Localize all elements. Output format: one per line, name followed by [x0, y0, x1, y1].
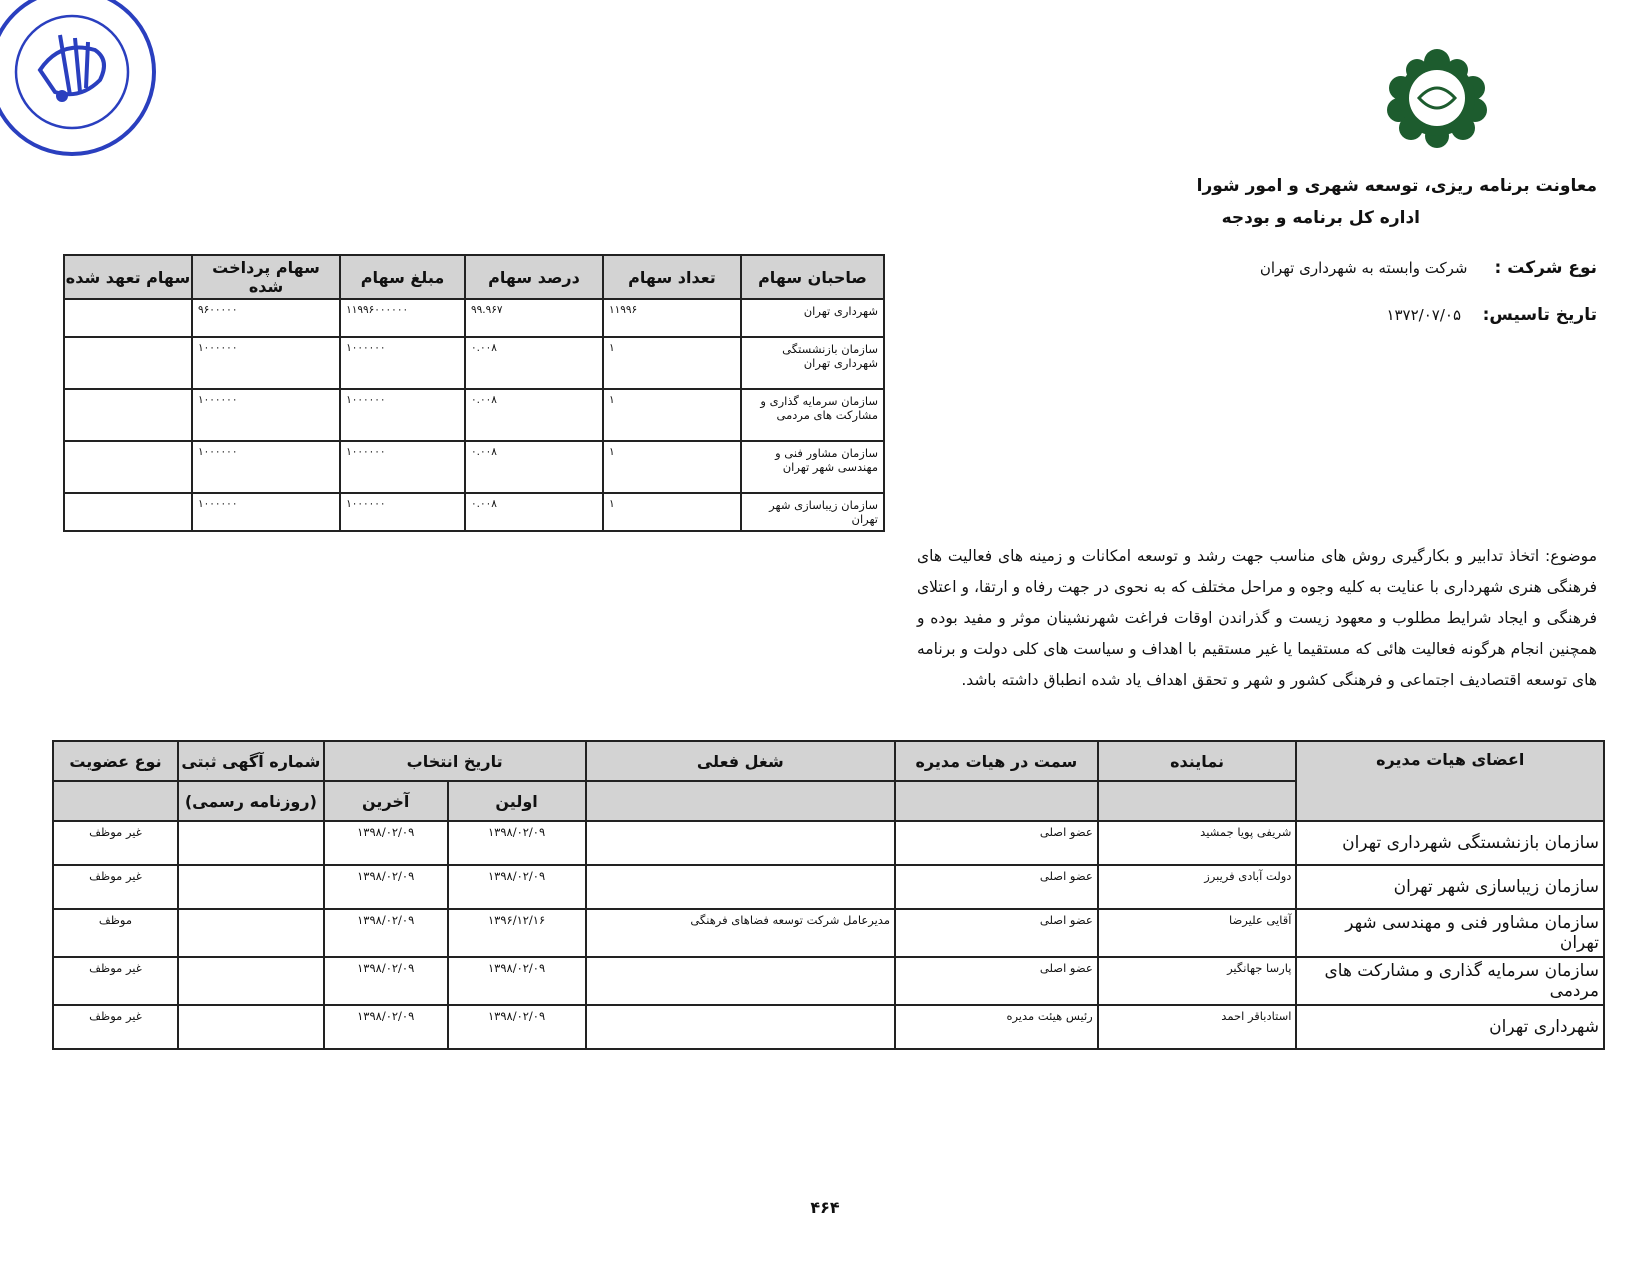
first-date-cell: ۱۳۹۸/۰۲/۰۹ — [448, 865, 586, 909]
count-cell: ۱ — [603, 389, 741, 441]
member-cell: سازمان سرمایه گذاری و مشارکت های مردمی — [1296, 957, 1604, 1005]
percent-cell: ۰.۰۰۸ — [465, 337, 603, 389]
amount-cell: ۱۱۹۹۶۰۰۰۰۰۰ — [340, 299, 465, 337]
col-rep: نماینده — [1098, 741, 1297, 781]
col-member: اعضای هیات مدیره — [1296, 741, 1604, 821]
last-date-cell: ۱۳۹۸/۰۲/۰۹ — [324, 1005, 448, 1049]
table-row — [64, 441, 884, 493]
percent-cell: ۰.۰۰۸ — [465, 493, 603, 531]
founded-date-value: ۱۳۷۲/۰۷/۰۵ — [1386, 306, 1461, 324]
paid-cell: ۱۰۰۰۰۰۰ — [192, 389, 340, 441]
shareholders-table — [63, 254, 885, 532]
count-cell: ۱ — [603, 441, 741, 493]
col-amount: مبلغ سهام — [340, 255, 465, 299]
last-date-cell: ۱۳۹۸/۰۲/۰۹ — [324, 909, 448, 957]
type-cell: غیر موظف — [53, 957, 178, 1005]
col-committed: سهام تعهد شده — [64, 255, 192, 299]
job-cell: مدیرعامل شرکت توسعه فضاهای فرهنگی — [586, 909, 896, 957]
table-row — [64, 337, 884, 389]
owner-cell: سازمان مشاور فنی و مهندسی شهر تهران — [741, 441, 884, 493]
last-date-cell: ۱۳۹۸/۰۲/۰۹ — [324, 821, 448, 865]
col-notice-sub: (روزنامه رسمی) — [178, 781, 324, 821]
table-row — [53, 1005, 1604, 1049]
col-rep-sub — [1098, 781, 1297, 821]
col-job-sub — [586, 781, 896, 821]
col-type-sub — [53, 781, 178, 821]
notice-cell — [178, 821, 324, 865]
owner-cell: سازمان سرمایه گذاری و مشارکت های مردمی — [741, 389, 884, 441]
col-first: اولین — [448, 781, 586, 821]
table-row — [53, 865, 1604, 909]
rep-cell: شریفی پویا جمشید — [1098, 821, 1297, 865]
count-cell: ۱ — [603, 493, 741, 531]
percent-cell: ۰.۰۰۸ — [465, 389, 603, 441]
type-cell: غیر موظف — [53, 821, 178, 865]
founded-date — [1386, 305, 1597, 325]
last-date-cell: ۱۳۹۸/۰۲/۰۹ — [324, 957, 448, 1005]
notice-cell — [178, 865, 324, 909]
type-cell: موظف — [53, 909, 178, 957]
council-stamp — [0, 0, 160, 160]
founded-date-label: تاریخ تاسیس: — [1482, 305, 1597, 325]
job-cell — [586, 821, 896, 865]
first-date-cell: ۱۳۹۸/۰۲/۰۹ — [448, 1005, 586, 1049]
position-cell: عضو اصلی — [895, 957, 1098, 1005]
page-number: ۴۶۴ — [810, 1198, 840, 1217]
col-paid: سهام پرداخت شده — [192, 255, 340, 299]
col-notice: شماره آگهی ثبتی — [178, 741, 324, 781]
notice-cell — [178, 957, 324, 1005]
paid-cell: ۱۰۰۰۰۰۰ — [192, 493, 340, 531]
header-line-1: معاونت برنامه ریزی، توسعه شهری و امور شورا — [1196, 176, 1597, 196]
paid-cell: ۹۶۰۰۰۰۰ — [192, 299, 340, 337]
percent-cell: ۰.۰۰۸ — [465, 441, 603, 493]
paid-cell: ۱۰۰۰۰۰۰ — [192, 337, 340, 389]
table-row — [53, 909, 1604, 957]
col-position: سمت در هیات مدیره — [895, 741, 1098, 781]
count-cell: ۱ — [603, 337, 741, 389]
position-cell: عضو اصلی — [895, 865, 1098, 909]
owner-cell: سازمان بازنشستگی شهرداری تهران — [741, 337, 884, 389]
notice-cell — [178, 909, 324, 957]
paid-cell: ۱۰۰۰۰۰۰ — [192, 441, 340, 493]
col-election: تاریخ انتخاب — [324, 741, 586, 781]
amount-cell: ۱۰۰۰۰۰۰ — [340, 441, 465, 493]
company-type-label: نوع شرکت : — [1494, 258, 1597, 278]
member-cell: شهرداری تهران — [1296, 1005, 1604, 1049]
municipality-emblem — [1377, 48, 1497, 148]
first-date-cell: ۱۳۹۸/۰۲/۰۹ — [448, 821, 586, 865]
shareholders-header-row — [64, 255, 884, 299]
count-cell: ۱۱۹۹۶ — [603, 299, 741, 337]
job-cell — [586, 865, 896, 909]
col-owner: صاحبان سهام — [741, 255, 884, 299]
rep-cell: آقایی علیرضا — [1098, 909, 1297, 957]
last-date-cell: ۱۳۹۸/۰۲/۰۹ — [324, 865, 448, 909]
table-row — [64, 299, 884, 337]
member-cell: سازمان بازنشستگی شهرداری تهران — [1296, 821, 1604, 865]
col-type: نوع عضویت — [53, 741, 178, 781]
committed-cell — [64, 441, 192, 493]
amount-cell: ۱۰۰۰۰۰۰ — [340, 493, 465, 531]
amount-cell: ۱۰۰۰۰۰۰ — [340, 337, 465, 389]
committed-cell — [64, 337, 192, 389]
job-cell — [586, 1005, 896, 1049]
company-type — [1260, 258, 1597, 278]
company-type-value: شرکت وابسته به شهرداری تهران — [1259, 259, 1468, 277]
header-line-2: اداره کل برنامه و بودجه — [1221, 208, 1420, 228]
committed-cell — [64, 299, 192, 337]
table-row — [64, 493, 884, 531]
col-position-sub — [895, 781, 1098, 821]
percent-cell: ۹۹.۹۶۷ — [465, 299, 603, 337]
table-row — [64, 389, 884, 441]
table-row — [53, 821, 1604, 865]
board-header-row — [53, 741, 1604, 781]
type-cell: غیر موظف — [53, 1005, 178, 1049]
position-cell: عضو اصلی — [895, 821, 1098, 865]
member-cell: سازمان زیباسازی شهر تهران — [1296, 865, 1604, 909]
member-cell: سازمان مشاور فنی و مهندسی شهر تهران — [1296, 909, 1604, 957]
rep-cell: پارسا جهانگیر — [1098, 957, 1297, 1005]
first-date-cell: ۱۳۹۶/۱۲/۱۶ — [448, 909, 586, 957]
notice-cell — [178, 1005, 324, 1049]
col-count: تعداد سهام — [603, 255, 741, 299]
owner-cell: شهرداری تهران — [741, 299, 884, 337]
first-date-cell: ۱۳۹۸/۰۲/۰۹ — [448, 957, 586, 1005]
owner-cell: سازمان زیباسازی شهر تهران — [741, 493, 884, 531]
subject-paragraph: موضوع: اتخاذ تدابیر و بکارگیری روش های مناسب جهت رشد و توسعه امکانات و زمینه های فعالیت های فرهنگی هنری شهرداری با عنایت به کلیه وجوه و مراحل مختلف که به نحوی در جهت رفاه و ارتقا، و اعتلای فرهنگی و ایجاد شرایط مطلوب و معهود زیست و گذراندن اوقات فراغت شهرنشینان موثر و مفید بوده و همچنین انجام هرگونه فعالیت هائی که مستقیما یا غیر مستقیم با اهداف و سیاست های کلی دولت و برنامه های توسعه اقتصادیف اجتماعی و فرهنگی کشور و شهر و تحقق اهداف یاد شده انطباق داشته باشد. — [917, 547, 1597, 689]
col-job: شغل فعلی — [586, 741, 896, 781]
col-percent: درصد سهام — [465, 255, 603, 299]
table-row — [53, 957, 1604, 1005]
job-cell — [586, 957, 896, 1005]
position-cell: رئیس هیئت مدیره — [895, 1005, 1098, 1049]
rep-cell: دولت آبادی فریبرز — [1098, 865, 1297, 909]
amount-cell: ۱۰۰۰۰۰۰ — [340, 389, 465, 441]
committed-cell — [64, 389, 192, 441]
rep-cell: استادباقر احمد — [1098, 1005, 1297, 1049]
col-last: آخرین — [324, 781, 448, 821]
type-cell: غیر موظف — [53, 865, 178, 909]
position-cell: عضو اصلی — [895, 909, 1098, 957]
committed-cell — [64, 493, 192, 531]
board-table — [52, 740, 1605, 1050]
